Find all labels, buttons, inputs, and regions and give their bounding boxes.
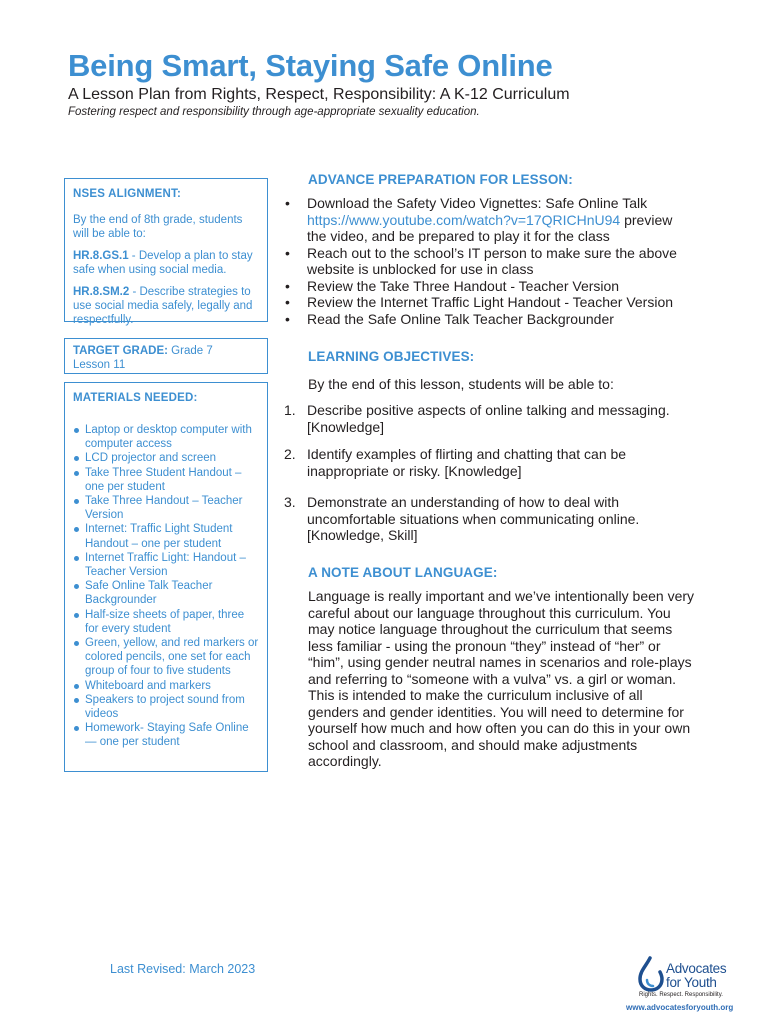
prep-text: Download the Safety Video Vignettes: Safe Online Talk bbox=[307, 195, 648, 211]
list-item bbox=[284, 494, 684, 544]
list-item: Whiteboard and markers bbox=[73, 679, 259, 693]
list-item: Laptop or desktop computer with computer access bbox=[73, 423, 259, 451]
prep-text: preview the video, and be prepared to play it for the class bbox=[307, 211, 673, 244]
prep-heading: ADVANCE PREPARATION FOR LESSON: bbox=[308, 172, 573, 187]
list-item: Internet: Traffic Light Student Handout – one per student bbox=[73, 522, 259, 550]
objective-text: Identify examples of flirting and chatting that can be inappropriate or risky. [Knowledge] bbox=[307, 446, 627, 479]
nses-heading: NSES ALIGNMENT: bbox=[73, 188, 181, 200]
list-item: LCD projector and screen bbox=[73, 451, 259, 465]
objective-number: 2. bbox=[284, 446, 296, 462]
logo-tagline: Rights. Respect. Responsibility. bbox=[639, 992, 723, 998]
objective-number: 1. bbox=[284, 402, 296, 418]
nses-description: - Describe strategies to use social media safely, legally and respectfully. bbox=[73, 286, 253, 326]
list-item: • Review the Internet Traffic Light Handout - Teacher Version bbox=[284, 294, 684, 311]
objective-text: Demonstrate an understanding of how to deal with uncomfortable situations when communicating online. [Knowledge, Skill] bbox=[307, 494, 640, 543]
list-item: • Read the Safe Online Talk Teacher Backgrounder bbox=[284, 311, 684, 328]
list-item bbox=[284, 446, 684, 479]
language-note-text: Language is really important and we’ve intentionally been very careful about our language throughout this curriculum. You may notice language throughout the curriculum that seems less familiar - using the pronoun “they” instead of “her” or “him”, using gender neutral names in scenarios and role-plays and referring to “someone with a vulva” vs. a girl or woman. This is intended to make the curriculum inclusive of all genders and gender identities. You will need to determine for yourself how much and how often you can do this in your own school and classroom, and should make adjustments accordingly. bbox=[308, 588, 695, 769]
materials-box bbox=[64, 382, 268, 772]
list-item: Take Three Handout – Teacher Version bbox=[73, 494, 259, 522]
last-revised: Last Revised: March 2023 bbox=[110, 962, 256, 976]
lesson-number: Lesson 11 bbox=[73, 359, 126, 371]
objectives-heading: LEARNING OBJECTIVES: bbox=[308, 349, 475, 364]
nses-code: HR.8.GS.1 bbox=[73, 250, 129, 262]
advocates-logo bbox=[632, 954, 742, 1010]
nses-description: - Develop a plan to stay safe when using social media. bbox=[73, 250, 253, 276]
logo-line: Advocates bbox=[666, 961, 727, 976]
page-subtitle: A Lesson Plan from Rights, Respect, Responsibility: A K-12 Curriculum bbox=[68, 86, 570, 103]
page-title: Being Smart, Staying Safe Online bbox=[68, 48, 553, 83]
logo-line: for Youth bbox=[666, 975, 717, 990]
objective-number: 3. bbox=[284, 494, 296, 510]
nses-standard bbox=[73, 285, 259, 327]
list-item: Speakers to project sound from videos bbox=[73, 693, 259, 721]
target-grade-label: TARGET GRADE: bbox=[73, 345, 168, 357]
nses-code: HR.8.SM.2 bbox=[73, 286, 130, 298]
video-link[interactable]: https://www.youtube.com/watch?v=17QRICHnU94 bbox=[307, 211, 621, 228]
nses-alignment-box bbox=[64, 178, 268, 326]
language-note-heading: A NOTE ABOUT LANGUAGE: bbox=[308, 565, 498, 580]
page-tagline: Fostering respect and responsibility through age-appropriate sexuality education. bbox=[68, 106, 480, 118]
target-grade bbox=[73, 344, 259, 358]
list-item: • Review the Take Three Handout - Teacher Version bbox=[284, 278, 684, 295]
list-item bbox=[284, 402, 684, 435]
nses-intro: By the end of 8th grade, students will be able to: bbox=[73, 214, 243, 240]
list-item: Green, yellow, and red markers or colored pencils, one set for each group of four to five students bbox=[73, 636, 259, 679]
list-item bbox=[284, 195, 684, 245]
list-item: Homework- Staying Safe Online — one per student bbox=[73, 721, 259, 749]
website-url[interactable]: www.advocatesforyouth.org bbox=[626, 1003, 734, 1012]
list-item: Take Three Student Handout – one per student bbox=[73, 466, 259, 494]
target-grade-value: Grade 7 bbox=[167, 345, 213, 357]
list-item: Internet Traffic Light: Handout – Teacher Version bbox=[73, 551, 259, 579]
list-item: • Reach out to the school’s IT person to make sure the above website is unblocked for use in class bbox=[284, 245, 684, 278]
materials-list bbox=[73, 423, 259, 750]
objectives-intro: By the end of this lesson, students will be able to: bbox=[308, 376, 614, 392]
logo-wordmark bbox=[666, 962, 726, 990]
target-grade-box bbox=[64, 338, 268, 374]
water-drop-icon bbox=[636, 956, 668, 992]
list-item: Half-size sheets of paper, three for every student bbox=[73, 608, 259, 636]
nses-standard bbox=[73, 249, 259, 277]
materials-heading: MATERIALS NEEDED: bbox=[73, 392, 198, 404]
list-item: Safe Online Talk Teacher Backgrounder bbox=[73, 579, 259, 607]
prep-list bbox=[284, 195, 684, 327]
objective-text: Describe positive aspects of online talking and messaging. [Knowledge] bbox=[307, 402, 670, 435]
